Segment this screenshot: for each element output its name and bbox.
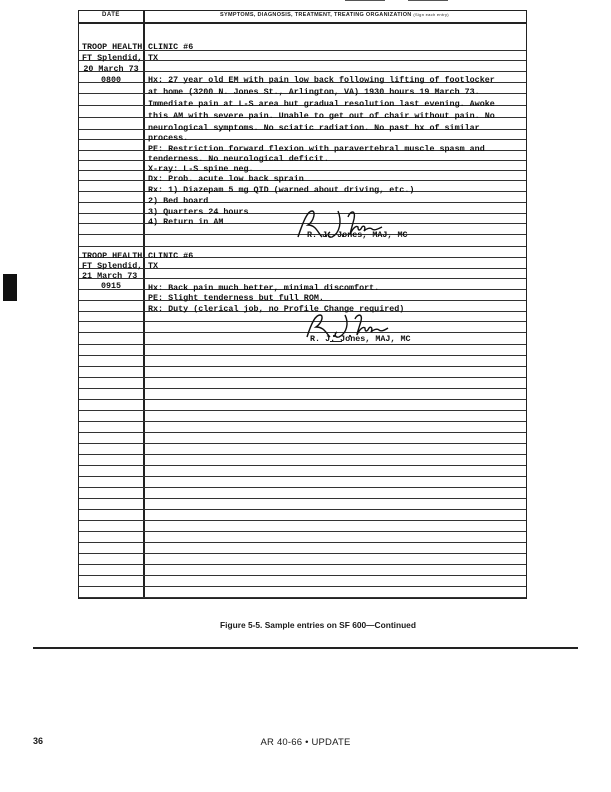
ruled-line bbox=[79, 344, 526, 345]
ruled-line bbox=[79, 421, 526, 422]
ruled-line bbox=[79, 564, 526, 565]
top-mark bbox=[345, 0, 385, 1]
entry1-line: Immediate pain at L-S area but gradual resolution last evening. Awoke bbox=[148, 99, 495, 109]
entry1-line: Dx: Prob. acute low back sprain bbox=[148, 174, 304, 184]
entry2-date-line: FT Splendid, bbox=[82, 261, 143, 271]
ruled-line bbox=[79, 443, 526, 444]
ruled-line bbox=[79, 575, 526, 576]
top-mark bbox=[408, 0, 448, 1]
ruled-line bbox=[79, 597, 526, 598]
header-note: (Sign each entry) bbox=[413, 12, 449, 17]
entry2-line: PE: Slight tenderness but full ROM. bbox=[148, 293, 324, 303]
entry2-date-line: 21 March 73 bbox=[82, 271, 138, 281]
ruled-line bbox=[79, 476, 526, 477]
ruled-line bbox=[79, 498, 526, 499]
entry1-line: 2) Bed board bbox=[148, 196, 209, 206]
ruled-line bbox=[79, 71, 526, 72]
ruled-line bbox=[79, 268, 526, 269]
ruled-line bbox=[79, 60, 526, 61]
ruled-line bbox=[79, 432, 526, 433]
ruled-line bbox=[79, 50, 526, 51]
figure-caption: Figure 5-5. Sample entries on SF 600—Continued bbox=[220, 620, 416, 630]
entry1-line: this AM with severe pain. Unable to get out of chair without pain. No bbox=[148, 111, 495, 121]
ruled-line bbox=[79, 257, 526, 258]
ruled-line bbox=[79, 465, 526, 466]
entry1-date-line: 20 March 73 bbox=[83, 64, 139, 74]
header-symptoms-text: SYMPTOMS, DIAGNOSIS, TREATMENT, TREATING ORGANIZATION bbox=[220, 12, 412, 18]
entry1-line: Rx: 1) Diazepam 5 mg QID (warned about driving, etc.) bbox=[148, 185, 415, 195]
ruled-line bbox=[79, 487, 526, 488]
entry2-line: Hx: Back pain much better, minimal discomfort. bbox=[148, 283, 380, 293]
entry1-line: process. bbox=[148, 133, 189, 143]
ruled-line bbox=[79, 377, 526, 378]
ruled-line bbox=[79, 170, 526, 171]
entry1-line: at home (3200 N. Jones St., Arlington, VA) 1930 hours 19 March 73. bbox=[148, 87, 480, 97]
entry1-line: 3) Quarters 24 hours bbox=[148, 207, 249, 217]
entry1-line: CLINIC #6 bbox=[148, 42, 194, 52]
signer-2: R. J. Jones, MAJ, MC bbox=[310, 334, 411, 344]
change-bar bbox=[3, 274, 17, 301]
signer-1: R. J. Jones, MAJ, MC bbox=[307, 230, 408, 240]
entry1-line: PE: Restriction forward flexion with paravertebral muscle spasm and bbox=[148, 144, 485, 154]
footer-title: AR 40-66 • UPDATE bbox=[260, 737, 351, 748]
header-separator bbox=[79, 22, 526, 24]
ruled-line bbox=[79, 542, 526, 543]
sf600-form bbox=[78, 10, 527, 599]
entry2-line: CLINIC #6 bbox=[148, 251, 194, 261]
ruled-line bbox=[79, 139, 526, 140]
entry1-line: tenderness. No neurological deficit. bbox=[148, 154, 329, 164]
entry2-line: TX bbox=[148, 261, 159, 271]
ruled-line bbox=[79, 509, 526, 510]
entry1-line: Hx: 27 year old EM with pain low back following lifting of footlocker bbox=[148, 75, 495, 85]
page-number: 36 bbox=[33, 736, 44, 746]
ruled-line bbox=[79, 246, 526, 247]
ruled-line bbox=[79, 202, 526, 203]
entry1-date-line: 0800 bbox=[100, 75, 122, 85]
entry1-line: TX bbox=[148, 53, 159, 63]
ruled-line bbox=[79, 520, 526, 521]
ruled-line bbox=[79, 454, 526, 455]
ruled-line bbox=[79, 355, 526, 356]
ruled-line bbox=[79, 366, 526, 367]
ruled-line bbox=[79, 586, 526, 587]
entry2-date-line: 0915 bbox=[100, 281, 122, 291]
ruled-line bbox=[79, 531, 526, 532]
header-date: DATE bbox=[102, 12, 120, 18]
ruled-line bbox=[79, 410, 526, 411]
ruled-line bbox=[79, 399, 526, 400]
header-symptoms bbox=[145, 12, 524, 18]
ruled-line bbox=[79, 388, 526, 389]
entry1-line: X-ray: L-S spine neg. bbox=[148, 164, 254, 174]
entry1-line: 4) Return in AM bbox=[148, 217, 224, 227]
entry2-line: Rx: Duty (clerical job, no Profile Change required) bbox=[148, 304, 405, 314]
entry1-date-line: FT Splendid, bbox=[82, 53, 143, 63]
entry1-date-line: TROOP HEALTH bbox=[82, 42, 143, 52]
entry1-line: neurological symptoms. No sciatic radiation. No past hx of similar bbox=[148, 123, 480, 133]
ruled-line bbox=[79, 278, 526, 279]
entry2-date-line: TROOP HEALTH bbox=[82, 251, 143, 261]
bottom-rule bbox=[33, 647, 578, 649]
ruled-line bbox=[79, 553, 526, 554]
